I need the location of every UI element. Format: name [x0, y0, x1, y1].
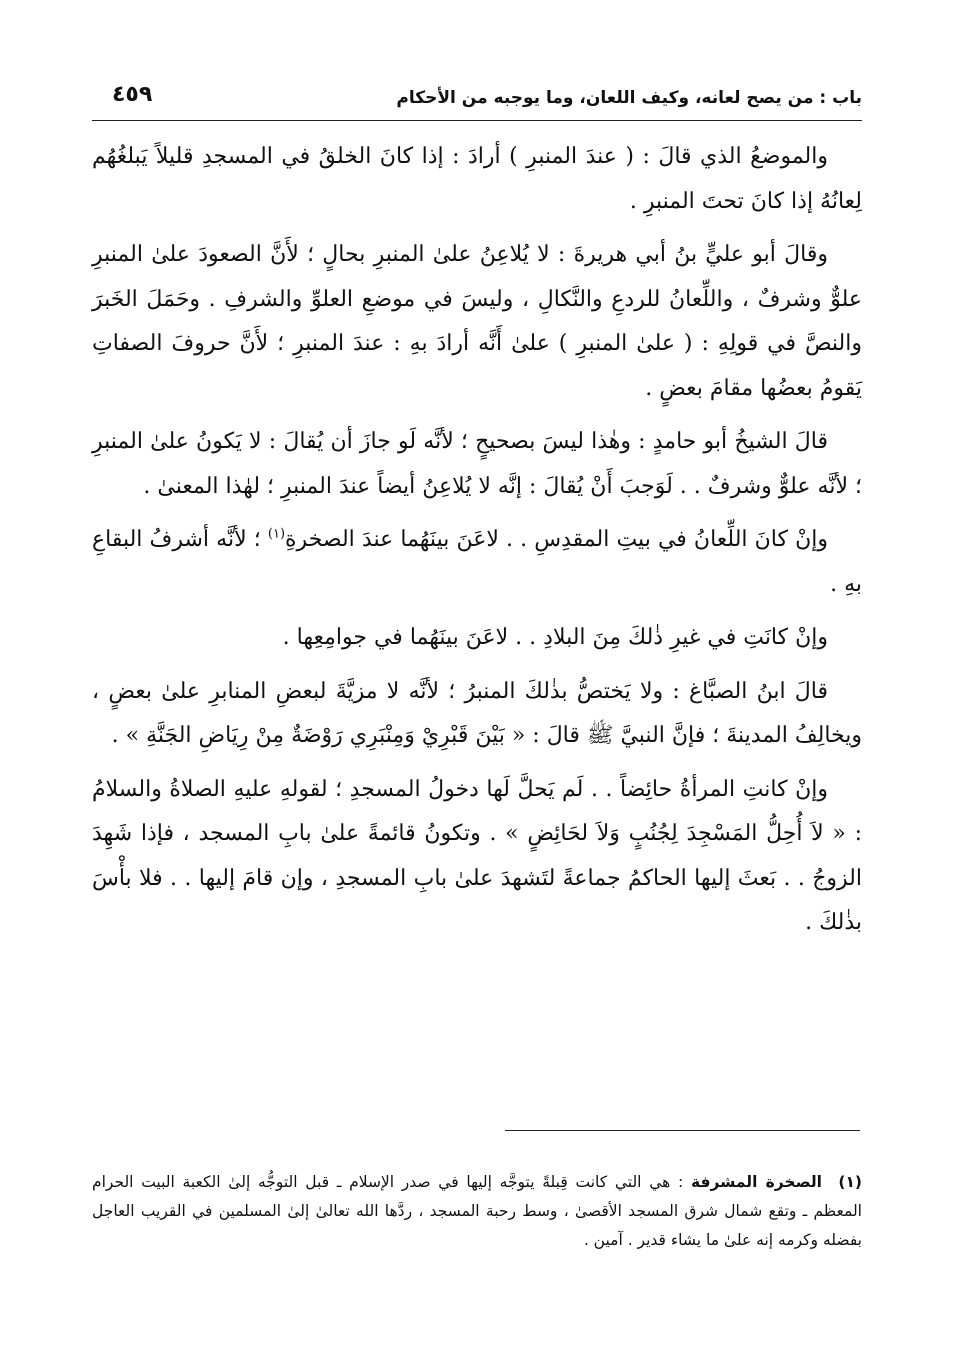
paragraph: وإنْ كانَتِ في غيرِ ذٰلكَ مِنَ البلادِ . . لاعَنَ بينَهُما في جوامِعِها .	[282, 625, 828, 650]
main-text	[92, 135, 862, 955]
header-divider	[92, 120, 862, 121]
footnote	[92, 1168, 862, 1255]
page-header	[92, 80, 862, 116]
page-number: ٤٥٩	[112, 82, 153, 107]
footnote-divider	[505, 1130, 860, 1131]
paragraph: وقالَ أبو عليٍّ بنُ أبي هريرةَ : لا يُلاعِنُ علىٰ المنبرِ بحالٍ ؛ لأَنَّ الصعودَ علىٰ المنبرِ علوٌّ وشرفٌ ، واللِّعانُ للردعِ والنَّكالِ ، وليسَ في موضعِ العلوِّ والشرفِ . وحَمَلَ الخَبرَ والنصَّ في قولِهِ : ( علىٰ المنبرِ ) علىٰ أَنَّه أرادَ بهِ : عندَ المنبرِ ؛ لأَنَّ حروفَ الصفاتِ يَقومُ بعضُها مقامَ بعضٍ .	[92, 242, 862, 401]
paragraph-text: وإنْ كانَ اللِّعانُ في بيتِ المقدِسِ . . لاعَنَ بينَهُما عندَ الصخرةِ	[285, 527, 828, 552]
footnote-term: الصخرة المشرفة	[690, 1173, 822, 1191]
paragraph: قالَ ابنُ الصبَّاغ : ولا يَختصُّ بذٰلكَ المنبرُ ؛ لأنَّه لا مزيَّةَ لبعضِ المنابرِ علىٰ بعضٍ ، ويخالِفُ المدينةَ ؛ فإنَّ النبيَّ ﷺ قالَ : « بَيْنَ قَبْرِيْ وَمِنْبَرِي رَوْضَةٌ مِنْ رِيَاضِ الجَنَّةِ » .	[92, 678, 862, 748]
paragraph: وإنْ كانتِ المرأةُ حائِضاً . . لَم يَحلَّ لَها دخولُ المسجدِ ؛ لقولهِ عليهِ الصلاةُ والسلامُ : « لاَ أُحِلُّ المَسْجِدَ لِجُنُبٍ وَلاَ لحَائِضٍ » . وتكونُ قائمةً علىٰ بابِ المسجد ، فإذا شَهِدَ الزوجُ . . بَعثَ إليها الحاكمُ جماعةً لتَشهدَ علىٰ بابِ المسجدِ ، وإن قامَ إليها . . فلا بأْسَ بذٰلكَ .	[92, 776, 862, 935]
paragraph: والموضعُ الذي قالَ : ( عندَ المنبرِ ) أرادَ : إذا كانَ الخلقُ في المسجدِ قليلاً يَبلغُهُم لِعانُهُ إذا كانَ تحتَ المنبرِ .	[92, 144, 862, 214]
footnote-text: : هي التي كانت قِبلةً يتوجَّه إليها في صدر الإسلام ـ قبل التوجُّه إلىٰ الكعبة البيت الحرام المعظم ـ وتقع شمال شرق المسجد الأقصىٰ ، وسط رحبة المسجد ، ردَّها الله تعالىٰ إلىٰ المسلمين في القريب العاجل بفضله وكرمه إنه علىٰ ما يشاء قدير . آمين .	[92, 1173, 862, 1249]
paragraph	[92, 518, 862, 607]
paragraph-text-continued: ؛ لأنَّه أشرفُ البقاعِ بهِ .	[92, 527, 862, 597]
footnote-reference[interactable]: (١)	[267, 526, 286, 542]
chapter-title: باب : من يصح لعانه، وكيف اللعان، وما يوجبه من الأحكام	[396, 88, 862, 108]
footnote-marker: (١)	[838, 1173, 862, 1191]
paragraph: قالَ الشيخُ أبو حامدٍ : وهٰذا ليسَ بصحيحٍ ؛ لأنَّه لَو جازَ أن يُقالَ : لا يَكونُ علىٰ المنبرِ ؛ لأنَّه علوٌّ وشرفٌ . . لَوَجبَ أَنْ يُقالَ : إنَّه لا يُلاعِنُ أيضاً عندَ المنبرِ ؛ لهٰذا المعنىٰ .	[92, 429, 862, 499]
